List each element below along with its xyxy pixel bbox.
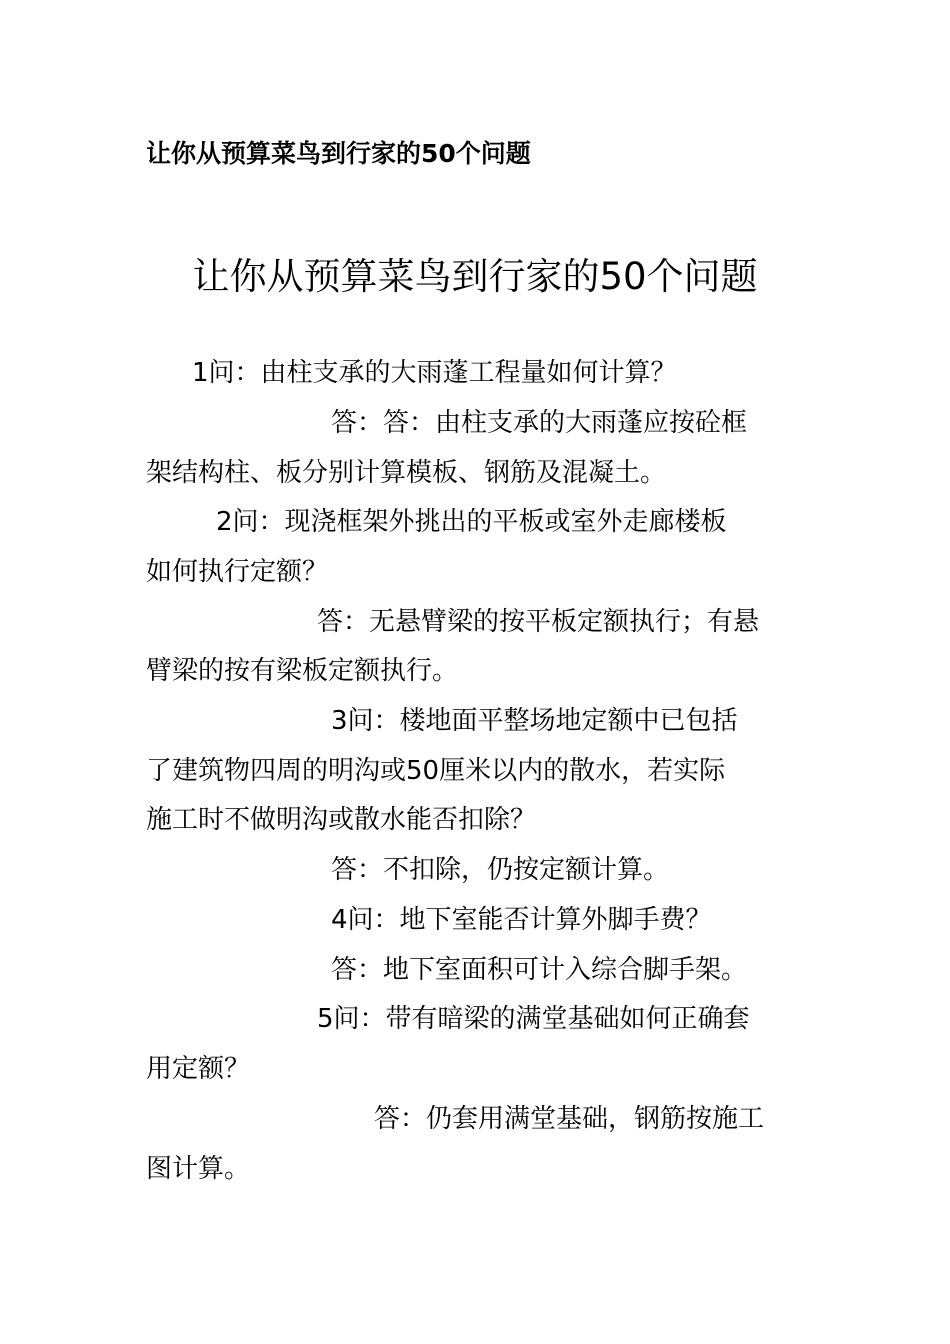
answer-2-cont: 臂梁的按有梁板定额执行。 [146,656,459,686]
question-5-cont: 用定额？ [146,1054,251,1084]
answer-4: 答：地下室面积可计入综合脚手架。 [331,955,748,985]
answer-5: 答：仍套用满堂基础，钢筋按施工 [374,1104,765,1134]
question-2-cont: 如何执行定额？ [146,557,329,587]
question-3-cont: 了建筑物四周的明沟或50厘米以内的散水，若实际 [146,756,726,786]
question-1: 1问：由柱支承的大雨蓬工程量如何计算？ [192,358,677,388]
answer-5-cont: 图计算。 [146,1154,251,1184]
answer-3: 答：不扣除，仍按定额计算。 [331,855,670,885]
answer-1: 答：答：由柱支承的大雨蓬应按砼框 [331,408,748,438]
main-title: 让你从预算菜鸟到行家的50个问题 [192,255,758,298]
question-5: 5问：带有暗梁的满堂基础如何正确套 [317,1004,750,1034]
answer-1-cont: 架结构柱、板分别计算模板、钢筋及混凝土。 [146,458,667,488]
question-4: 4问：地下室能否计算外脚手费？ [331,905,712,935]
question-3: 3问：楼地面平整场地定额中已包括 [331,706,738,736]
question-3-cont-2: 施工时不做明沟或散水能否扣除？ [146,805,537,835]
question-2: 2问：现浇框架外挑出的平板或室外走廊楼板 [216,507,727,537]
answer-2: 答：无悬臂梁的按平板定额执行；有悬 [317,607,760,637]
header-title: 让你从预算菜鸟到行家的50个问题 [146,139,531,168]
